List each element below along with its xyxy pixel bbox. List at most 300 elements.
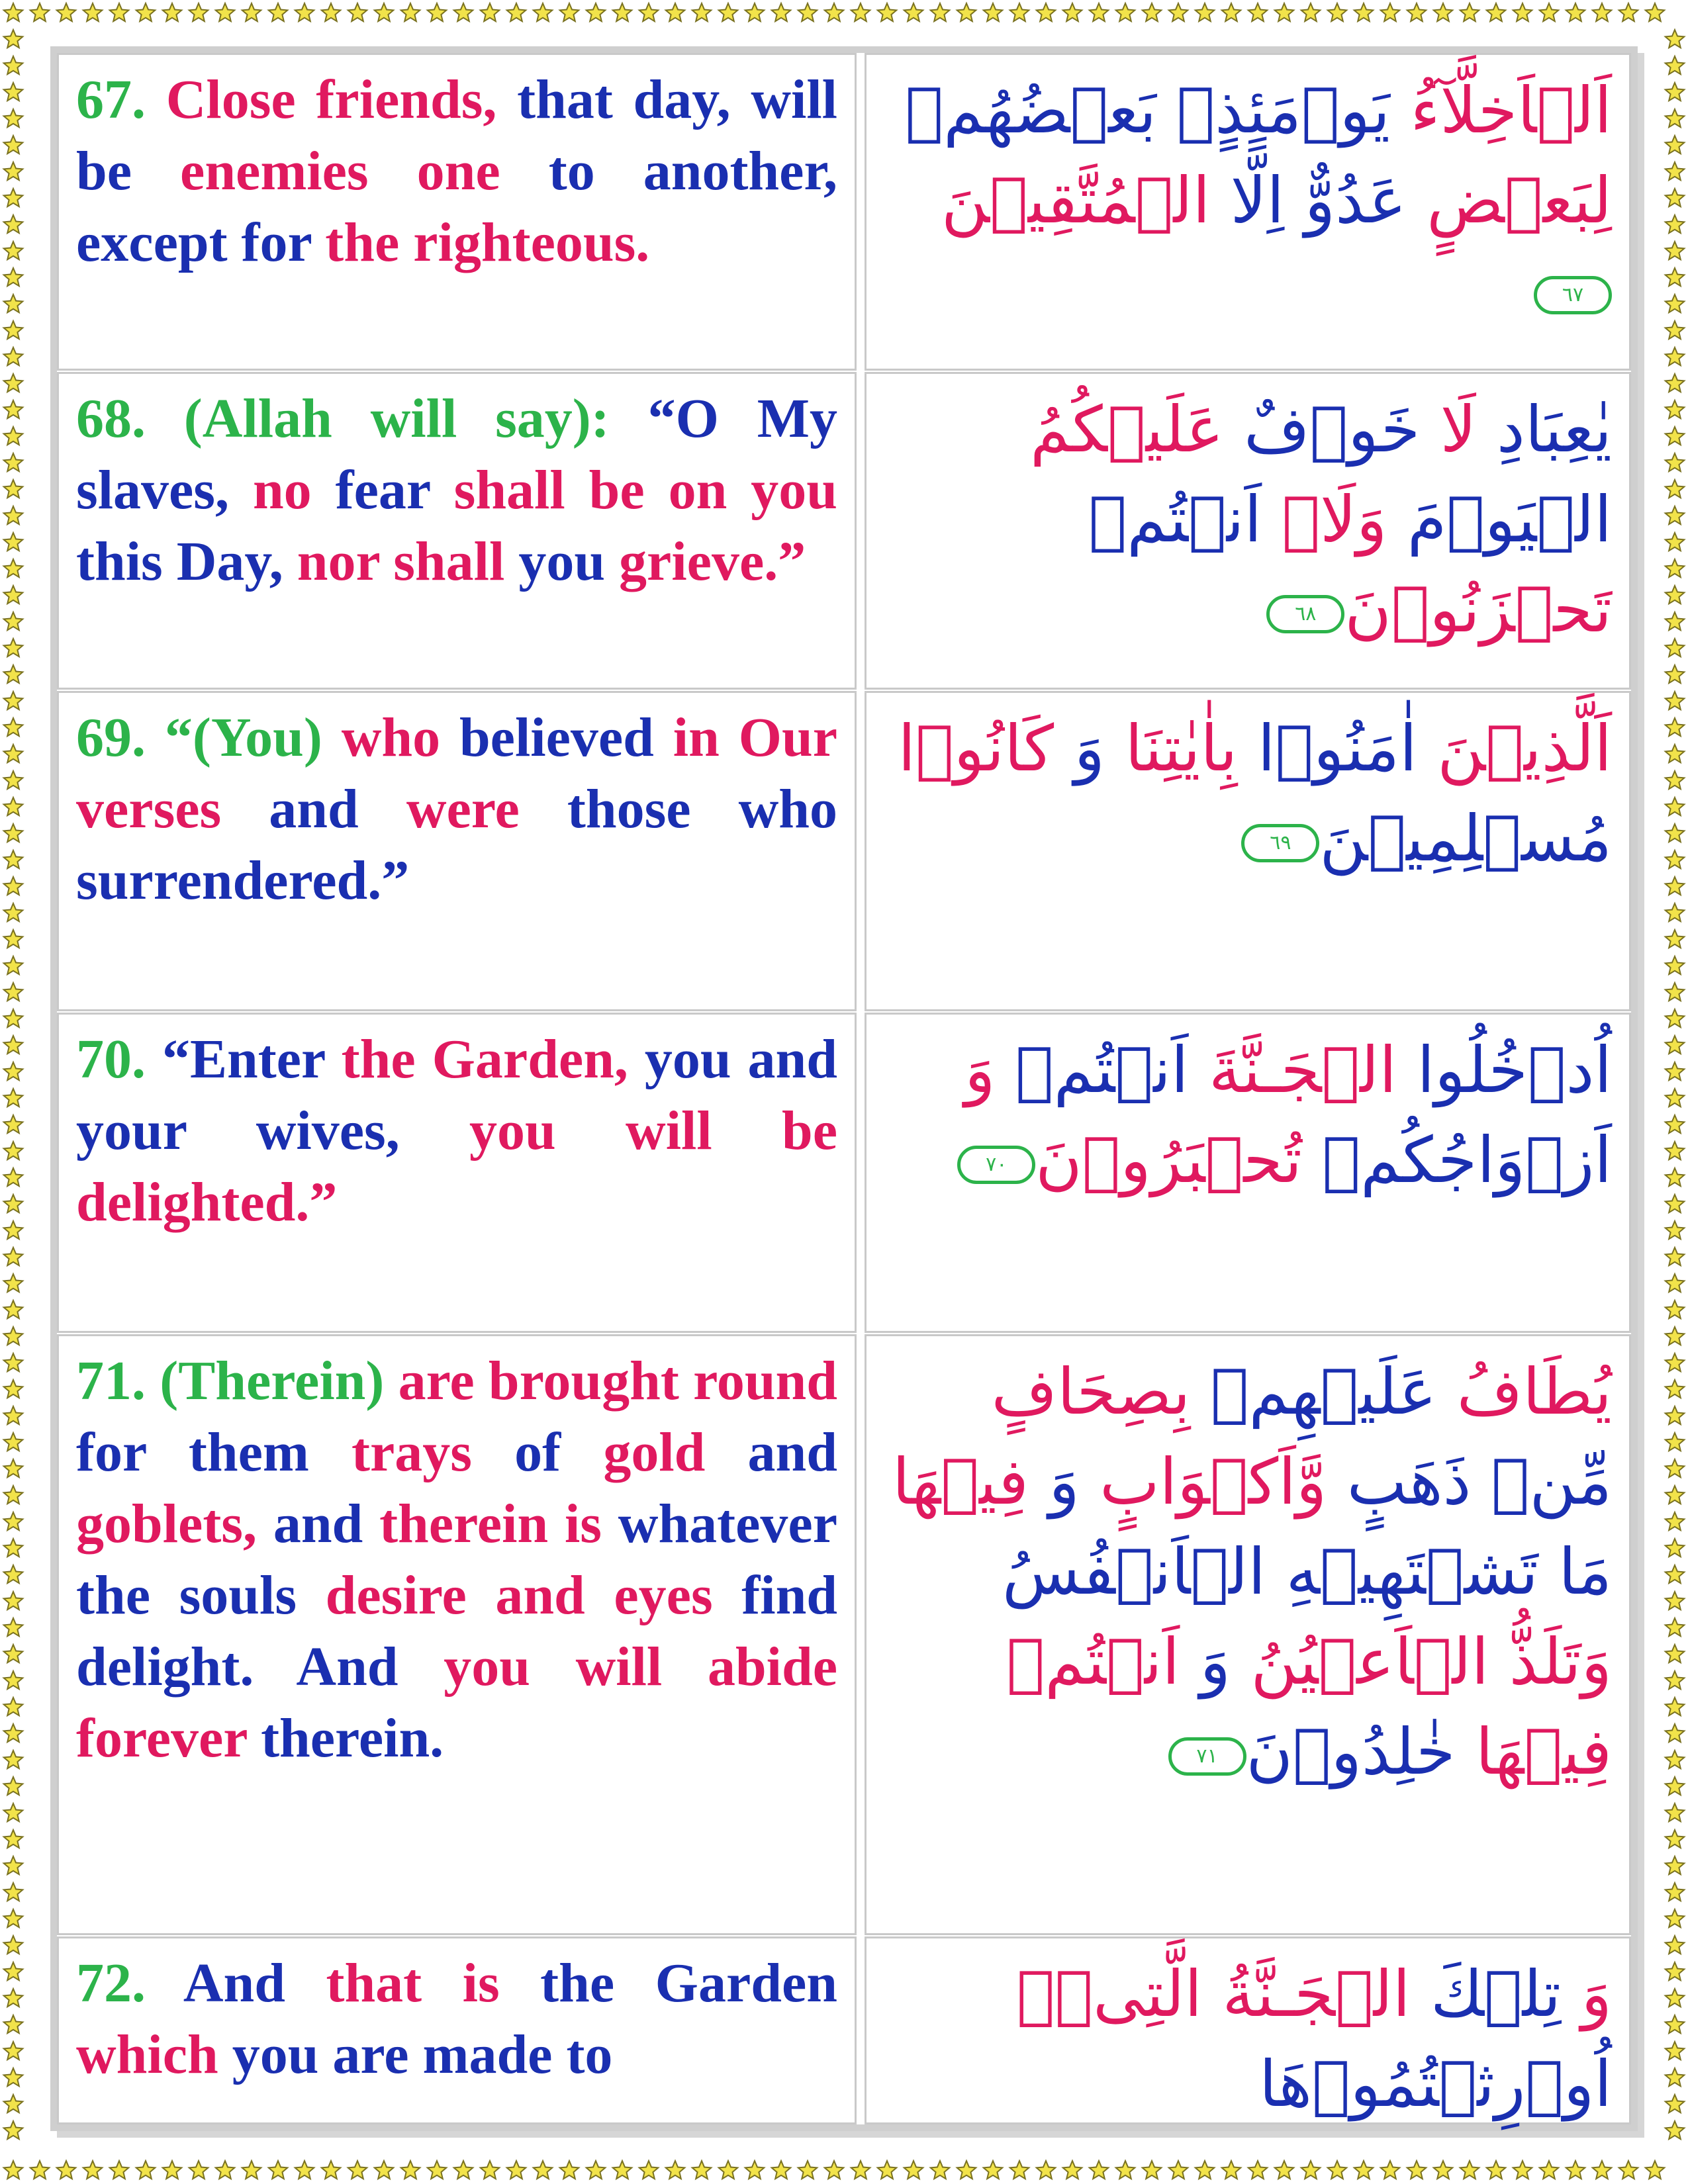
star-icon (613, 2161, 632, 2179)
english-text (76, 383, 837, 598)
star-icon (1665, 321, 1685, 339)
arabic-text (884, 66, 1612, 336)
star-icon (4, 1777, 23, 1795)
star-icon (4, 1724, 23, 1742)
english-text (76, 702, 837, 917)
star-icon (507, 3, 526, 21)
star-icon (4, 1618, 23, 1636)
star-icon (1090, 3, 1109, 21)
star-icon (4, 1221, 23, 1239)
star-icon (1487, 2161, 1506, 2179)
star-icon (4, 692, 23, 709)
english-segment: 67. (76, 69, 146, 130)
star-icon (4, 480, 23, 498)
star-icon (1619, 3, 1638, 21)
star-icon (639, 2161, 659, 2179)
arabic-segment: اَنۡتُمۡ (1088, 482, 1282, 557)
star-icon (4, 1962, 23, 1980)
star-icon (1665, 1751, 1685, 1768)
star-icon (1665, 1803, 1685, 1821)
star-icon (322, 2161, 341, 2179)
star-icon (1116, 3, 1135, 21)
arabic-segment: وَ (1049, 1445, 1100, 1519)
star-icon (4, 242, 23, 259)
star-icon (4, 903, 23, 921)
star-icon (4, 1009, 23, 1027)
star-icon (1665, 639, 1685, 657)
star-icon (30, 2161, 50, 2179)
star-icon (1407, 2161, 1427, 2179)
english-segment: “Enter (146, 1028, 325, 1090)
star-icon (1665, 2068, 1685, 2086)
star-icon (4, 665, 23, 683)
star-icon (4, 1327, 23, 1345)
star-icon (1169, 2161, 1188, 2179)
star-icon (4, 1592, 23, 1610)
star-icon (4, 347, 23, 365)
star-icon (931, 3, 950, 21)
arabic-segment: الۡجَـنَّةُ (1222, 1957, 1431, 2031)
star-icon (719, 3, 738, 21)
star-icon (1665, 1989, 1685, 2007)
star-icon (30, 3, 50, 21)
star-icon (83, 2161, 103, 2179)
arabic-segment: تِلۡكَ (1430, 1957, 1581, 2031)
star-icon (1196, 3, 1215, 21)
star-icon (136, 2161, 156, 2179)
star-icon (692, 2161, 712, 2179)
star-icon (586, 2161, 606, 2179)
english-segment: believed (440, 707, 654, 768)
star-icon (1665, 1115, 1685, 1133)
arabic-segment: كَانُوۡا (898, 711, 1074, 786)
star-icon (1665, 1645, 1685, 1662)
star-icon (1301, 2161, 1321, 2179)
star-icon (4, 1380, 23, 1398)
star-icon (4, 533, 23, 551)
star-icon (481, 2161, 500, 2179)
star-icon (1646, 3, 1665, 21)
arabic-segment: يَوۡمَئِذٍۢ بَعۡضُهُمۡ (905, 73, 1411, 148)
star-icon (4, 771, 23, 789)
verse-row-68 (57, 372, 1631, 690)
english-segment: shall be on you (430, 459, 838, 521)
star-icon (4, 1486, 23, 1504)
star-icon (1665, 1724, 1685, 1742)
star-icon (1275, 2161, 1294, 2179)
star-icon (4, 1856, 23, 1874)
star-icon (401, 3, 420, 21)
english-segment: and (705, 1422, 837, 1483)
star-icon (1513, 2161, 1532, 2179)
star-icon (1143, 2161, 1162, 2179)
star-icon (772, 2161, 791, 2179)
star-icon (4, 612, 23, 630)
star-icon (1665, 1962, 1685, 1980)
star-icon (904, 3, 923, 21)
star-icon (1665, 242, 1685, 259)
star-icon (1665, 877, 1685, 895)
arabic-segment: اَلَّذِيۡنَ (1437, 711, 1612, 786)
star-icon (1665, 1406, 1685, 1424)
star-icon (4, 1089, 23, 1107)
star-icon (428, 2161, 447, 2179)
verse-end-marker: ٦٨ (1266, 595, 1344, 633)
star-icon (1593, 3, 1612, 21)
star-icon (1665, 1856, 1685, 1874)
english-segment: for them (76, 1422, 309, 1483)
verse-end-marker: ٧١ (1168, 1737, 1246, 1776)
star-icon (1665, 586, 1685, 604)
star-icon (1665, 56, 1685, 74)
arabic-segment: الۡاَنۡفُسُ (1002, 1535, 1286, 1609)
english-segment: no (229, 459, 312, 521)
star-icon (1665, 1698, 1685, 1715)
star-icon (1540, 2161, 1559, 2179)
star-icon (4, 1142, 23, 1160)
star-icon (1665, 903, 1685, 921)
star-icon (4, 2068, 23, 2086)
star-icon (1665, 771, 1685, 789)
star-icon (1665, 1459, 1685, 1477)
arabic-segment: فِيۡهَا (892, 1445, 1049, 1519)
star-icon (1665, 1142, 1685, 1160)
arabic-cell-71 (865, 1334, 1631, 1935)
star-icon (1665, 2015, 1685, 2033)
star-icon (957, 2161, 976, 2179)
star-icon (1665, 824, 1685, 842)
english-cell-71 (57, 1334, 857, 1935)
star-icon (4, 2161, 23, 2179)
english-segment: grieve.” (605, 531, 806, 592)
english-cell-67 (57, 53, 857, 371)
star-icon (1665, 1592, 1685, 1610)
arabic-segment: مُسۡلِمِيۡنَ (1319, 801, 1612, 876)
star-icon (1566, 3, 1585, 21)
english-segment: in Our verses (76, 707, 837, 840)
arabic-cell-70 (865, 1013, 1631, 1333)
star-icon (1665, 2042, 1685, 2060)
star-icon (1665, 1327, 1685, 1345)
star-icon (1665, 956, 1685, 974)
star-icon (1169, 3, 1188, 21)
verse-table-frame (50, 46, 1638, 2131)
arabic-segment: يُطَافُ (1456, 1355, 1612, 1429)
star-icon (83, 3, 103, 21)
star-icon (4, 1062, 23, 1080)
star-icon (4, 1698, 23, 1715)
english-segment: (Allah will say): (146, 388, 610, 449)
english-segment: 68. (76, 388, 146, 449)
star-icon (1665, 1618, 1685, 1636)
star-icon (57, 2161, 76, 2179)
star-icon (4, 321, 23, 339)
star-icon (1665, 559, 1685, 577)
star-icon (1143, 3, 1162, 21)
star-icon (4, 1539, 23, 1557)
arabic-segment: لِبَعۡضٍ (1427, 163, 1612, 238)
star-icon (1665, 1512, 1685, 1530)
star-icon (1090, 2161, 1109, 2179)
star-icon (560, 3, 579, 21)
star-icon (4, 1909, 23, 1927)
english-segment: and (257, 1493, 363, 1555)
star-icon (4, 1406, 23, 1424)
star-icon (428, 3, 447, 21)
star-icon (4, 453, 23, 471)
star-icon (4, 1195, 23, 1212)
star-icon (798, 2161, 818, 2179)
arabic-segment: تُحۡبَرُوۡنَ (1035, 1123, 1323, 1197)
star-icon (1460, 3, 1479, 21)
star-icon (1665, 1777, 1685, 1795)
arabic-text (884, 1949, 1612, 2129)
star-icon (4, 1751, 23, 1768)
verse-row-71 (57, 1334, 1631, 1935)
star-icon (613, 3, 632, 21)
star-icon (1665, 109, 1685, 127)
star-icon (1665, 2121, 1685, 2139)
star-icon (1665, 1936, 1685, 1954)
star-icon (1665, 1353, 1685, 1371)
star-icon (1665, 1221, 1685, 1239)
arabic-cell-68 (865, 372, 1631, 690)
star-icon (4, 877, 23, 895)
arabic-segment: بِصِحَافٍ (991, 1355, 1211, 1429)
star-icon (4, 639, 23, 657)
star-icon (692, 3, 712, 21)
star-icon (1665, 612, 1685, 630)
star-icon (136, 3, 156, 21)
star-icon (1063, 3, 1082, 21)
star-icon (1513, 3, 1532, 21)
star-icon (1665, 295, 1685, 312)
star-icon (904, 2161, 923, 2179)
star-icon (4, 745, 23, 762)
english-segment: 69. (76, 707, 146, 768)
english-segment: which (76, 2024, 218, 2085)
english-segment: the Garden (499, 1952, 837, 2014)
star-icon (1593, 2161, 1612, 2179)
star-icon (4, 1115, 23, 1133)
star-icon (269, 2161, 288, 2179)
arabic-segment: عَلَيۡكُمُ (1030, 392, 1244, 467)
star-icon (4, 30, 23, 48)
english-segment: who (322, 707, 441, 768)
arabic-segment: وَ (1581, 1957, 1612, 2031)
english-segment: find delight. And (76, 1565, 838, 1698)
star-icon (1328, 3, 1347, 21)
star-icon (984, 3, 1003, 21)
english-segment: is (548, 1493, 602, 1555)
english-segment: therein. (247, 1707, 444, 1769)
star-icon (295, 3, 314, 21)
star-icon (4, 2121, 23, 2139)
star-icon (4, 268, 23, 286)
english-segment: that is (285, 1952, 500, 2014)
arabic-segment: الۡاَعۡيُنُ (1250, 1625, 1509, 1699)
star-icon (1381, 3, 1400, 21)
english-segment: you (504, 531, 606, 592)
star-icon (534, 2161, 553, 2179)
star-icon (1665, 665, 1685, 683)
star-icon (4, 136, 23, 154)
star-icon (1665, 983, 1685, 1001)
arabic-segment: يٰعِبَادِ (1497, 392, 1612, 467)
english-segment: and (221, 778, 359, 840)
star-icon (295, 2161, 314, 2179)
arabic-segment: خَوۡفٌ (1244, 392, 1440, 467)
star-icon (454, 2161, 473, 2179)
star-icon (4, 824, 23, 842)
english-segment: Close friends, (146, 69, 497, 130)
arabic-segment: اَنۡتُمۡ (1006, 1625, 1200, 1699)
star-icon (957, 3, 976, 21)
english-segment: to another, except for (76, 140, 837, 273)
english-segment: fear (311, 459, 430, 521)
arabic-segment: وَلَاۤ (1282, 482, 1407, 557)
star-icon (931, 2161, 950, 2179)
star-icon (1665, 347, 1685, 365)
star-icon (1665, 1062, 1685, 1080)
star-icon (4, 1459, 23, 1477)
star-icon (1434, 2161, 1453, 2179)
star-icon (163, 3, 182, 21)
arabic-cell-69 (865, 691, 1631, 1011)
star-icon (1328, 2161, 1347, 2179)
star-icon (4, 56, 23, 74)
star-icon (534, 3, 553, 21)
star-icon (4, 1300, 23, 1318)
star-icon (1665, 692, 1685, 709)
star-icon (1665, 189, 1685, 206)
star-icon (798, 3, 818, 21)
star-icon (57, 3, 76, 21)
star-icon (1665, 136, 1685, 154)
english-cell-70 (57, 1013, 857, 1333)
english-segment: gold (561, 1422, 706, 1483)
arabic-segment: اَزۡوَاجُكُمۡ (1322, 1123, 1612, 1197)
arabic-segment: اُدۡخُلُوا (1417, 1033, 1612, 1107)
arabic-segment: مِّنۡ ذَهَبٍ (1346, 1445, 1612, 1519)
arabic-segment: فِيۡهَا (1476, 1715, 1612, 1789)
star-icon (4, 1274, 23, 1292)
star-icon (269, 3, 288, 21)
star-icon (851, 3, 870, 21)
star-icon (745, 3, 765, 21)
star-icon (1665, 1168, 1685, 1186)
star-icon (1665, 1909, 1685, 1927)
star-icon (1665, 506, 1685, 524)
star-icon (1063, 2161, 1082, 2179)
star-icon (4, 797, 23, 815)
english-segment: 70. (76, 1028, 146, 1090)
star-icon (1665, 1883, 1685, 1901)
english-segment: “O My slaves, (76, 388, 837, 521)
arabic-segment: خٰلِدُوۡنَ (1246, 1715, 1476, 1789)
english-segment: you are made to (218, 2024, 613, 2085)
star-icon (1222, 2161, 1241, 2179)
star-icon (1665, 480, 1685, 498)
english-segment: you will be delighted.” (76, 1100, 837, 1233)
english-segment: of (471, 1422, 561, 1483)
star-icon (1665, 1486, 1685, 1504)
star-icon (1619, 2161, 1638, 2179)
verse-end-marker: ٦٩ (1241, 824, 1319, 862)
star-icon (1010, 2161, 1029, 2179)
star-icon (4, 1645, 23, 1662)
star-icon (1665, 1433, 1685, 1451)
star-icon (401, 2161, 420, 2179)
star-icon (4, 1512, 23, 1530)
star-icon (1381, 2161, 1400, 2179)
star-icon (4, 3, 23, 21)
star-icon (242, 2161, 261, 2179)
arabic-segment: الَّتِىۡۤ (1016, 1957, 1223, 2031)
english-text (76, 1948, 837, 2091)
english-segment: goblets, (76, 1493, 257, 1555)
star-icon (639, 3, 659, 21)
star-icon (4, 189, 23, 206)
english-segment: are brought round (384, 1350, 837, 1412)
arabic-segment: وَ (1199, 1625, 1251, 1699)
arabic-text (884, 1025, 1612, 1205)
english-segment: “(You) (146, 707, 322, 768)
verse-row-69 (57, 691, 1631, 1011)
english-segment: therein (363, 1493, 549, 1555)
star-icon (1665, 1539, 1685, 1557)
star-icon (216, 2161, 235, 2179)
arabic-segment: عَدُوٌّ اِلَّا (1230, 163, 1427, 238)
star-icon (110, 3, 129, 21)
english-segment: 72. (76, 1952, 146, 2014)
star-icon (507, 2161, 526, 2179)
star-icon (4, 295, 23, 312)
star-icon (1665, 400, 1685, 418)
star-icon (984, 2161, 1003, 2179)
star-icon (481, 3, 500, 21)
star-icon (1116, 2161, 1135, 2179)
star-icon (878, 2161, 897, 2179)
english-segment: (Therein) (146, 1350, 385, 1412)
arabic-text (884, 704, 1612, 884)
star-icon (4, 427, 23, 445)
star-icon (719, 2161, 738, 2179)
english-cell-72 (57, 1936, 857, 2124)
star-icon (4, 1353, 23, 1371)
star-icon (242, 3, 261, 21)
english-segment: the righteous. (311, 212, 650, 273)
star-icon (216, 3, 235, 21)
star-icon (4, 1883, 23, 1901)
star-icon (1037, 2161, 1056, 2179)
star-icon (4, 1168, 23, 1186)
star-icon (1665, 30, 1685, 48)
star-icon (4, 1936, 23, 1954)
star-icon (4, 1671, 23, 1689)
star-icon (1665, 374, 1685, 392)
verse-row-72 (57, 1936, 1631, 2124)
english-segment: And (146, 1952, 285, 2014)
english-text (76, 1345, 837, 1774)
star-icon (4, 1803, 23, 1821)
star-icon (4, 1248, 23, 1265)
star-icon (375, 2161, 394, 2179)
english-segment: trays (308, 1422, 472, 1483)
star-icon (4, 374, 23, 392)
star-icon (1248, 2161, 1268, 2179)
star-icon (4, 400, 23, 418)
